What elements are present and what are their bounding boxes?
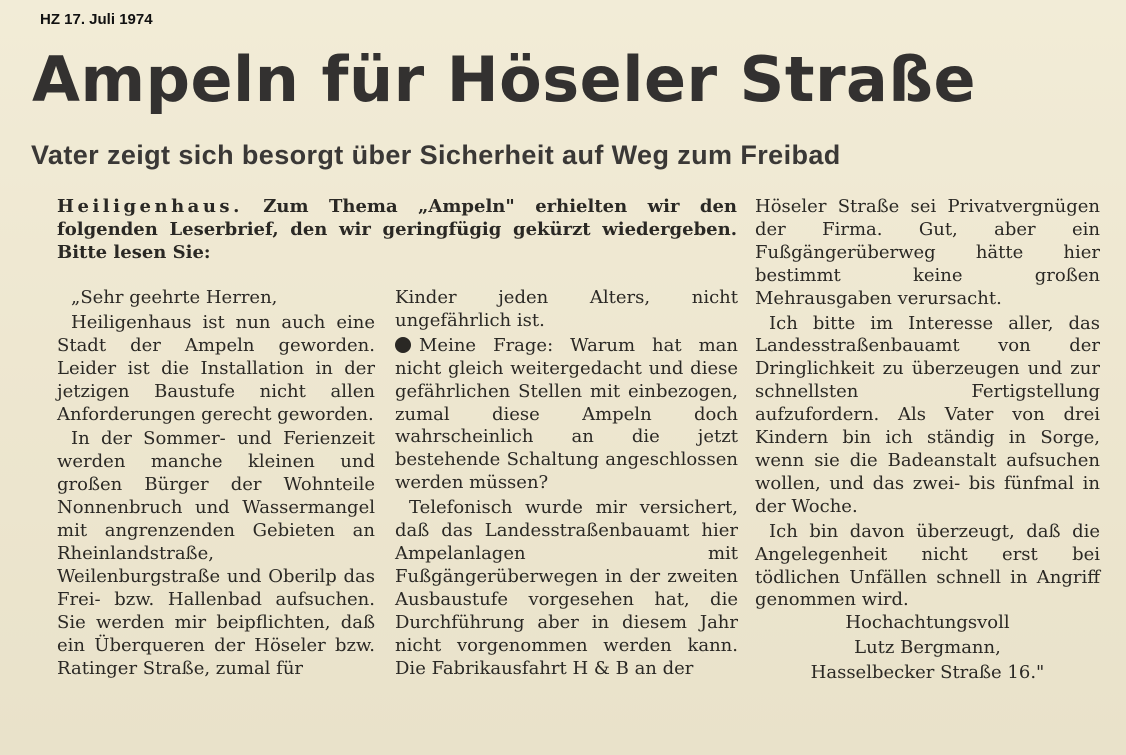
- letter-paragraph: Kinder jeden Alters, nicht ungefährlich ist.: [395, 287, 738, 331]
- author-address: Hasselbecker Straße 16.": [810, 662, 1045, 684]
- letter-paragraph: In der Sommer- und Ferienzeit werden manche kleinen und großen Bürger der Wohnteile Nonnenbruch und Wassermangel mit angrenzenden Gebieten an Rheinlandstraße, Weilenburgstraße und Oberilp das Frei- bzw. Hallenbad aufsuchen. Sie werden mir beipflichten, daß ein Überqueren der Höseler bzw. Ratinger Straße, zumal für: [57, 428, 375, 679]
- source-date: HZ 17. Juli 1974: [40, 11, 153, 28]
- letter-paragraph: Höseler Straße sei Privatvergnügen der Firma. Gut, aber ein Fußgängerüberweg hätte hier bestimmt keine großen Mehrausgaben verursacht.: [755, 196, 1100, 309]
- headline: Ampeln für Höseler Straße: [32, 43, 977, 116]
- intro-text: Zum Thema „Ampeln" erhielten wir den folgenden Leserbrief, den wir geringfügig gekürzt wiedergeben. Bitte lesen Sie:: [57, 196, 737, 263]
- letter-salutation: „Sehr geehrte Herren,: [71, 287, 278, 308]
- letter-paragraph: Heiligenhaus ist nun auch eine Stadt der Ampeln geworden. Leider ist die Installation in der jetzigen Baustufe nicht allen Anforderungen gerecht geworden.: [57, 311, 375, 425]
- column-2: [395, 287, 738, 680]
- question-text: Meine Frage: Warum hat man nicht gleich weitergedacht und diese gefährlichen Stellen mit einbezogen, zumal diese Ampeln doch wahrscheinlich an die jetzt bestehende Schaltung angeschlossen werden müssen?: [395, 334, 738, 494]
- closing-line: Hochachtungsvoll: [845, 612, 1010, 634]
- bullet-dot-icon: [395, 337, 411, 353]
- letter-paragraph: Ich bitte im Interesse aller, das Landesstraßenbauamt von der Dringlichkeit zu überzeugen und zur schnellsten Fertigstellung aufzufordern. Als Vater von drei Kindern bin ich ständig in Sorge, wenn sie die Badeanstalt aufsuchen wollen, und das zwei- bis fünfmal in der Woche.: [755, 312, 1100, 517]
- author-name: Lutz Bergmann,: [854, 637, 1001, 659]
- subheadline: Vater zeigt sich besorgt über Sicherheit auf Weg zum Freibad: [31, 140, 841, 170]
- intro-paragraph: [57, 196, 737, 265]
- dateline-place: Heiligenhaus.: [57, 196, 243, 217]
- letter-paragraph: Telefonisch wurde mir versichert, daß das Landesstraßenbauamt hier Ampelanlagen mit Fußgängerüberwegen in der zweiten Ausbaustufe vorgesehen hat, die Durchführung aber in diesem Jahr nicht vorgenommen werden kann. Die Fabrikausfahrt H & B an der: [395, 497, 738, 679]
- column-1: [57, 287, 375, 680]
- signature-block: [755, 612, 1100, 685]
- letter-paragraph: Ich bin davon überzeugt, daß die Angelegenheit nicht erst bei tödlichen Unfällen schnell in Angriff genommen wird.: [755, 520, 1100, 611]
- column-3: [755, 196, 1100, 685]
- letter-paragraph: [395, 335, 738, 495]
